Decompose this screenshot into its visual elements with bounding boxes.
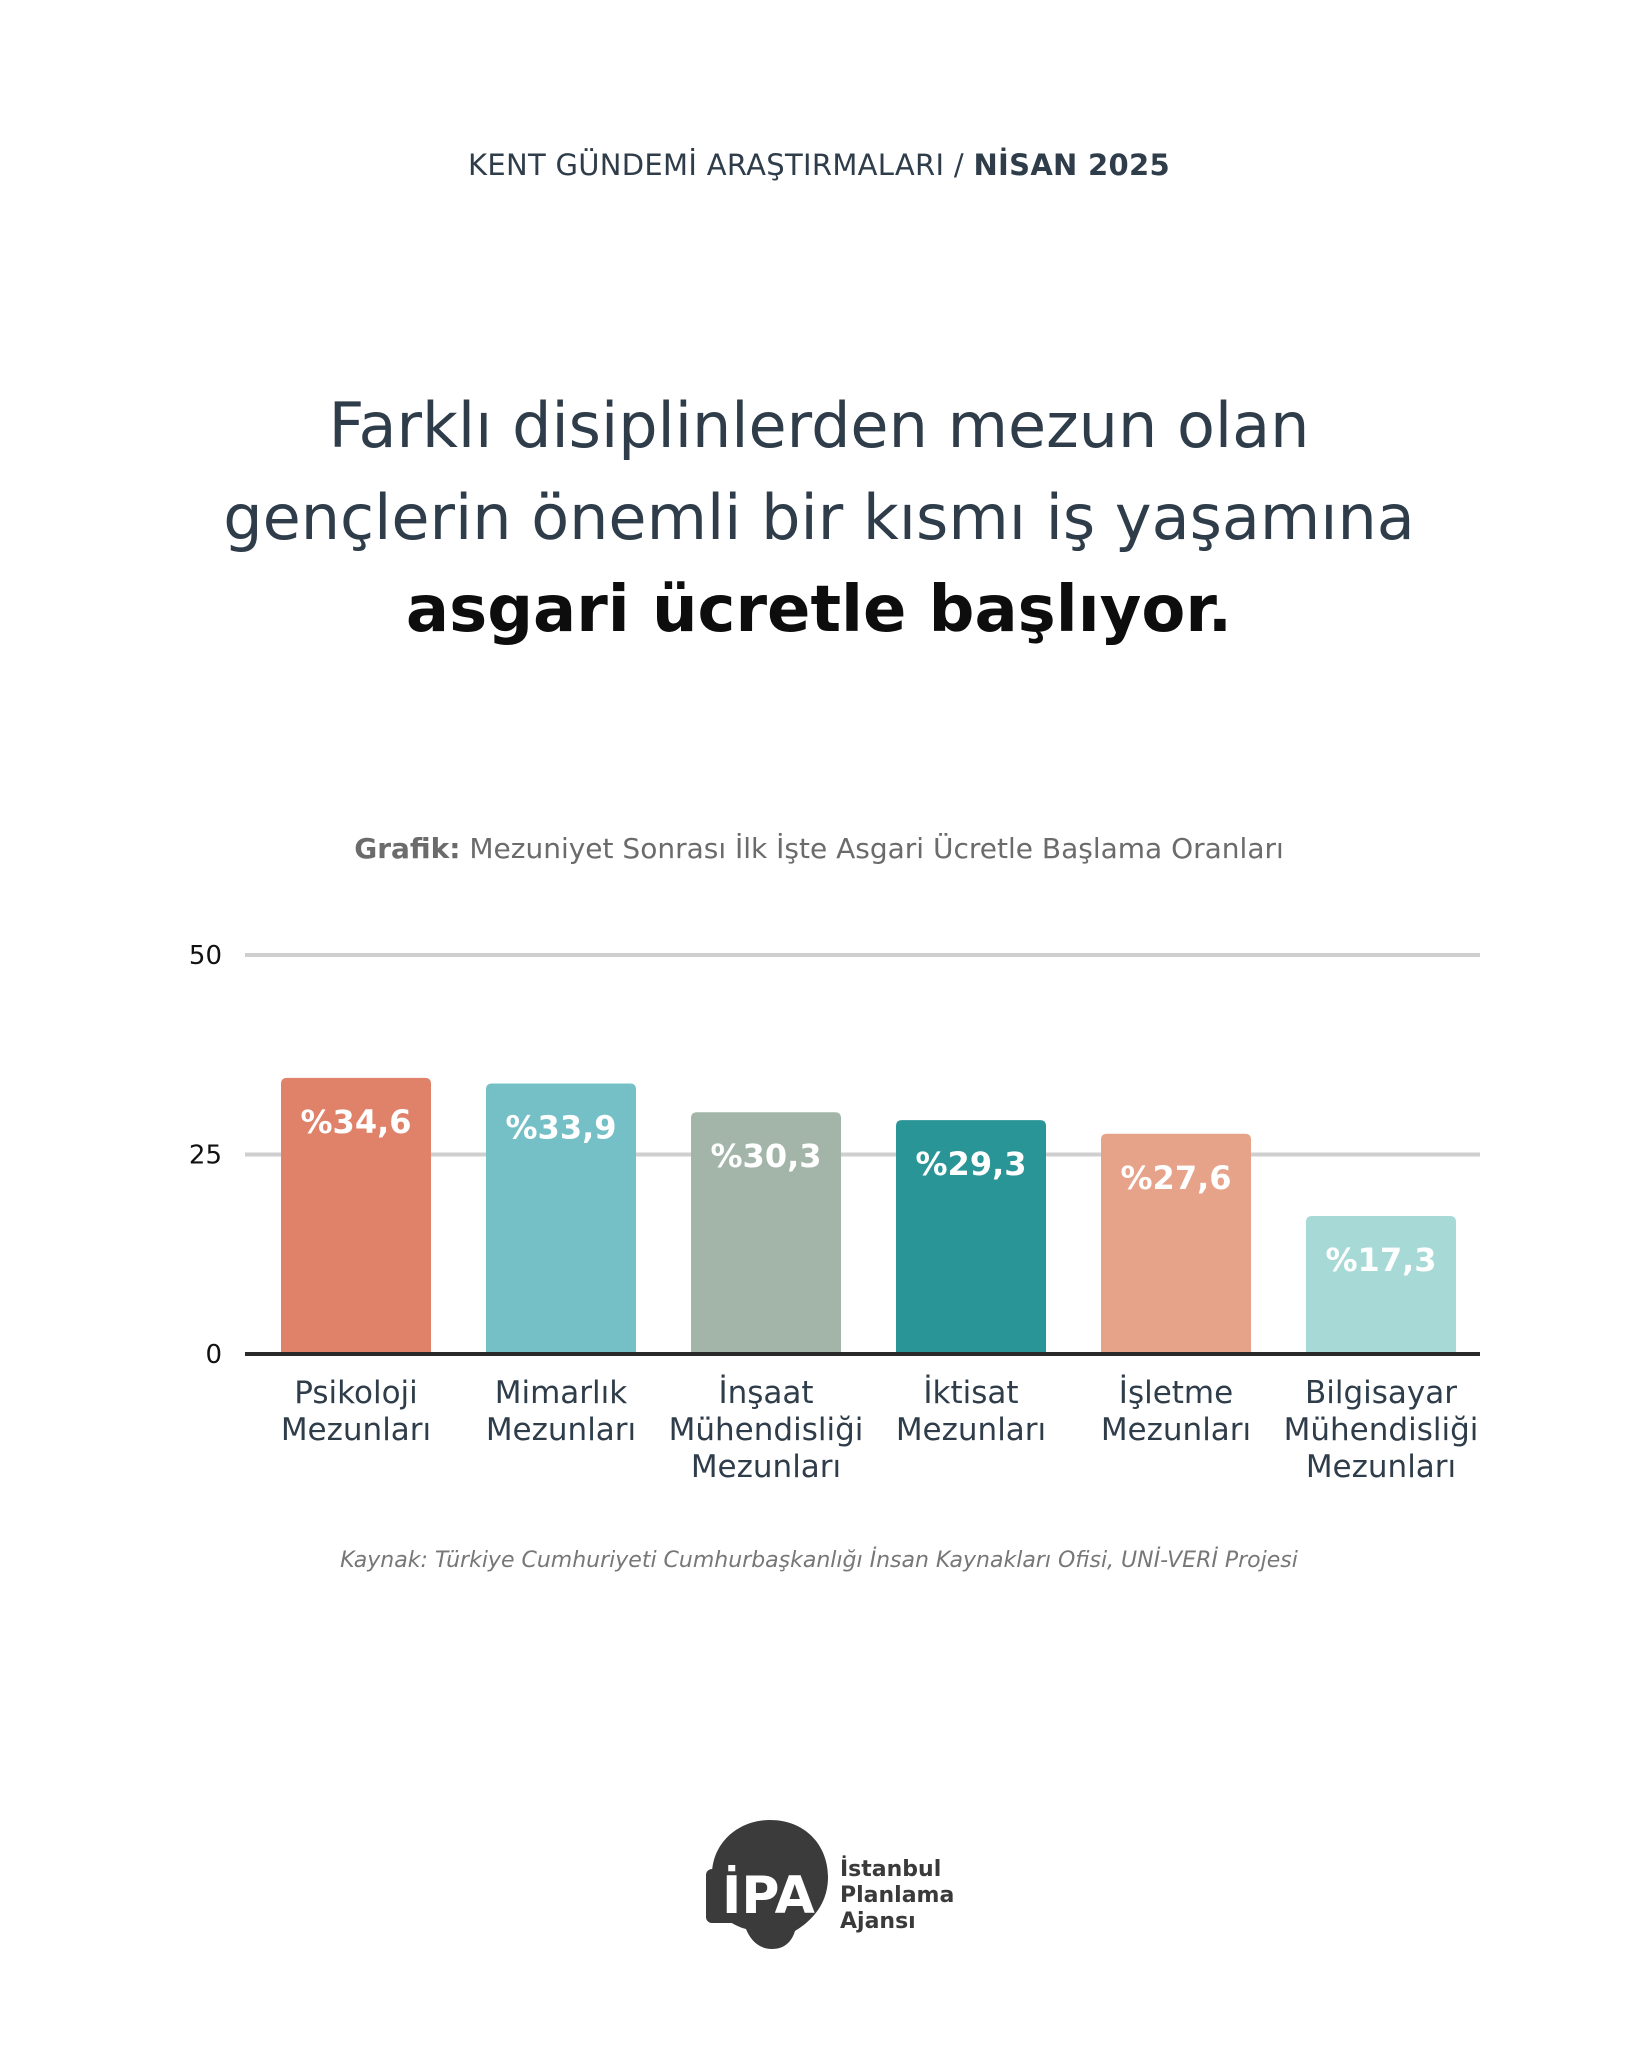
x-category-label: İnşaat (718, 1375, 814, 1411)
headline-emphasis: asgari ücretle başlıyor (405, 573, 1208, 647)
caption-text: Mezuniyet Sonrası İlk İşte Asgari Ücretle Başlama Oranları (460, 832, 1284, 865)
series-title: KENT GÜNDEMİ ARAŞTIRMALARI / (468, 148, 974, 182)
ipa-logo-mark (700, 1815, 840, 1955)
x-category-label: Bilgisayar (1304, 1375, 1458, 1411)
x-category-label: Mezunları (895, 1412, 1047, 1448)
ipa-logo (700, 1815, 960, 1955)
headline-line-1: Farklı disiplinlerden mezun olan (328, 389, 1310, 462)
x-category-label: Mezunları (690, 1449, 842, 1485)
report-date: NİSAN 2025 (973, 148, 1170, 182)
x-category-label: İşletme (1118, 1375, 1234, 1411)
x-category-label: Psikoloji (294, 1375, 418, 1411)
x-category-label: Mezunları (1305, 1449, 1457, 1485)
y-tick-label: 50 (188, 941, 222, 971)
bar-value-label: %34,6 (300, 1102, 412, 1141)
x-category-label: İktisat (923, 1375, 1019, 1411)
bar-value-label: %27,6 (1120, 1158, 1232, 1197)
bar-value-label: %30,3 (710, 1137, 822, 1176)
y-tick-label: 25 (188, 1140, 222, 1171)
headline-period: . (1207, 573, 1233, 647)
source-note: Kaynak: Türkiye Cumhuriyeti Cumhurbaşkanlığı İnsan Kaynakları Ofisi, UNİ-VERİ Projesi (340, 1548, 1298, 1573)
bar-value-label: %17,3 (1325, 1240, 1437, 1279)
bar-value-label: %29,3 (915, 1145, 1027, 1184)
x-category-label: Mimarlık (494, 1375, 628, 1411)
x-category-label: Mezunları (485, 1412, 637, 1448)
logo-mark-letters: İPA (722, 1866, 815, 1926)
logo-line-1: İstanbul (840, 1857, 942, 1882)
logo-line-3: Ajansı (840, 1909, 916, 1934)
headline-line-2: gençlerin önemli bir kısmı iş yaşamına (223, 481, 1415, 554)
x-category-label: Mühendisliği (668, 1412, 864, 1448)
logo-wordmark (840, 1857, 954, 1935)
x-category-label: Mezunları (280, 1412, 432, 1448)
x-category-label: Mühendisliği (1283, 1412, 1479, 1448)
bar-value-label: %33,9 (505, 1108, 617, 1147)
caption-lead: Grafik: (354, 832, 461, 865)
x-category-label: Mezunları (1100, 1412, 1252, 1448)
logo-line-2: Planlama (840, 1883, 955, 1908)
y-tick-label: 0 (205, 1340, 222, 1370)
bar (1306, 1216, 1456, 1354)
